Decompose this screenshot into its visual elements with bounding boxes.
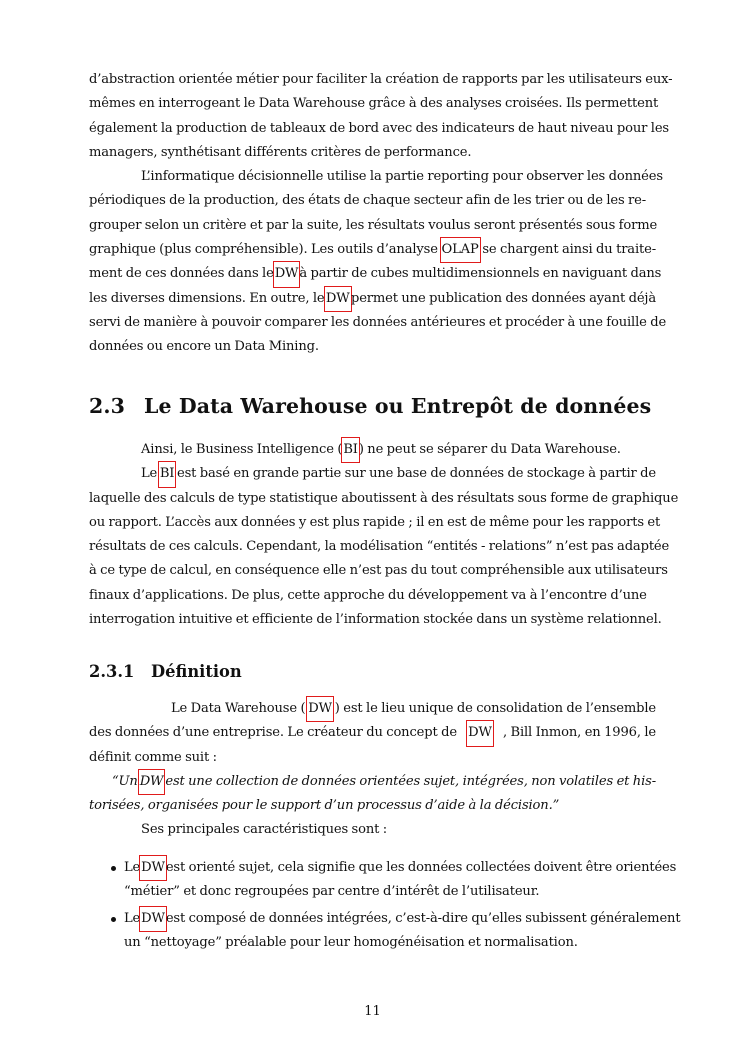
dw-acronym-link[interactable]: DW [140,907,166,931]
subsection-title: Définition [151,662,242,681]
quote-line-1a: “Un [112,773,138,789]
text-line [124,907,681,931]
para4-line-1b: est basé en grande partie sur une base de données de stockage à partir de [177,466,656,482]
bullet2-line-1a: Le [124,910,141,926]
text-line [89,697,656,721]
text-line [89,794,656,818]
text-line [89,818,656,842]
dw-acronym-link[interactable]: DW [274,262,300,286]
para5-line-3: définit comme suit : [89,749,217,765]
definition-body [89,697,656,843]
para2-line-6b: permet une publication des données ayant déjà [350,290,656,306]
text-line [89,721,656,745]
text-line [89,511,661,535]
para2-line-7: servi de manière à pouvoir comparer les données antérieures et procéder à une fouille de [89,314,667,330]
text-line [89,214,656,238]
subsection-heading [89,662,242,681]
text-line [124,856,677,880]
para1-line-3: également la production de tableaux de bord avec des indicateurs de haut niveau pour les [89,120,669,136]
para5-line-2a: des données d’une entreprise. Le créateur du concept de [89,725,457,741]
dw-acronym-link[interactable]: DW [467,721,493,745]
text-line [89,335,656,359]
characteristics-intro: Ses principales caractéristiques sont : [141,822,388,838]
section-body [89,438,679,632]
text-line [89,559,668,583]
quote-line-1b: est une collection de données orientées sujet, intégrées, non volatiles et his- [165,773,656,789]
olap-acronym-link[interactable]: OLAP [441,238,480,262]
bi-acronym-link[interactable]: BI [342,438,359,462]
para3-text-a: Ainsi, le Business Intelligence ( [141,442,343,457]
text-line [89,287,656,311]
list-item [89,907,681,956]
para3-text-b: ) ne peut se séparer du Data Warehouse. [358,442,621,457]
para4-line-4: résultats de ces calculs. Cependant, la modélisation “entités - relations” n’est pas adaptée [89,539,670,555]
quote-line-2: torisées, organisées pour le support d’un processus d’aide à la décision.” [89,798,560,814]
para1-line-4: managers, synthétisant différents critères de performance. [89,144,472,160]
text-line [89,262,662,286]
subsection-number: 2.3.1 [89,662,135,681]
characteristics-list [89,856,681,955]
dw-acronym-link[interactable]: DW [139,770,165,794]
text-line [89,438,656,462]
page-number: 11 [364,1004,381,1019]
section-heading [89,394,651,418]
text-line [89,117,669,141]
para2-line-4a: graphique (plus compréhensible). Les outils d’analyse [89,242,438,258]
body-text-top [89,68,673,360]
text-line [89,746,656,770]
text-line [124,931,656,955]
bullet1-line-1b: est orienté sujet, cela signifie que les données collectées doivent être orientées [165,860,677,875]
text-line [89,584,656,608]
para2-line-5a: ment de ces données dans le [89,266,274,282]
text-line [89,462,656,486]
para5-line-1a: Le Data Warehouse ( [171,701,306,716]
para4-line-2: laquelle des calculs de type statistique aboutissent à des résultats sous forme de graphique [89,490,679,506]
para4-line-5: à ce type de calcul, en conséquence elle n’est pas du tout compréhensible aux utilisateurs [89,563,668,579]
para2-line-5b: à partir de cubes multidimensionnels en naviguant dans [299,266,662,282]
text-line [89,487,679,511]
dw-acronym-link[interactable]: DW [307,697,333,721]
para5-line-1b: ) est le lieu unique de consolidation de l’ensemble [334,701,656,716]
bullet1-line-2: “métier” et donc regroupées par centre d’intérêt de l’utilisateur. [124,884,540,900]
text-line [89,311,667,335]
bullet2-line-2: un “nettoyage” préalable pour leur homogénéisation et normalisation. [124,934,578,950]
text-line [124,880,656,904]
para2-line-2: périodiques de la production, des états de chaque secteur afin de les trier ou de les re- [89,193,647,209]
section-title: Le Data Warehouse ou Entrepôt de données [144,394,652,418]
bullet2-line-1b: est composé de données intégrées, c’est-à-dire qu’elles subissent généralement [165,910,681,926]
dw-acronym-link[interactable]: DW [140,856,166,880]
para2-line-4b: se chargent ainsi du traite- [482,242,656,258]
para1-line-1: d’abstraction orientée métier pour faciliter la création de rapports par les utilisateurs eux- [89,72,673,87]
bi-acronym-link[interactable]: BI [159,462,176,486]
para2-line-8: données ou encore un Data Mining. [89,339,319,355]
bullet1-line-1a: Le [124,860,141,875]
para5-line-2b: , Bill Inmon, en 1996, le [502,725,656,741]
list-item [89,856,677,905]
para4-line-3: ou rapport. L’accès aux données y est plus rapide ; il en est de même pour les rapports et [89,514,661,530]
para4-line-7: interrogation intuitive et efficiente de l’information stockée dans un système relationnel. [89,612,662,628]
text-line [89,608,662,632]
text-line [89,92,659,116]
bullet-icon [111,866,116,871]
inmon-quote [89,770,656,819]
text-line [89,770,656,794]
text-line [89,189,656,213]
para2-line-1: L’informatique décisionnelle utilise la partie reporting pour observer les données [141,169,663,185]
text-line [89,141,656,165]
text-line [89,535,670,559]
section-number: 2.3 [89,394,125,418]
text-line [89,68,673,92]
para1-line-2: mêmes en interrogeant le Data Warehouse grâce à des analyses croisées. Ils permettent [89,96,659,112]
text-line [89,238,656,262]
para4-line-1a: Le [141,466,158,482]
para2-line-3: grouper selon un critère et par la suite, les résultats voulus seront présentés sous forme [89,217,658,233]
para2-line-6a: les diverses dimensions. En outre, le [89,290,325,306]
dw-acronym-link[interactable]: DW [325,287,351,311]
bullet-icon [111,917,116,922]
para4-line-6: finaux d’applications. De plus, cette approche du développement va à l’encontre d’une [89,587,647,603]
text-line [89,165,663,189]
